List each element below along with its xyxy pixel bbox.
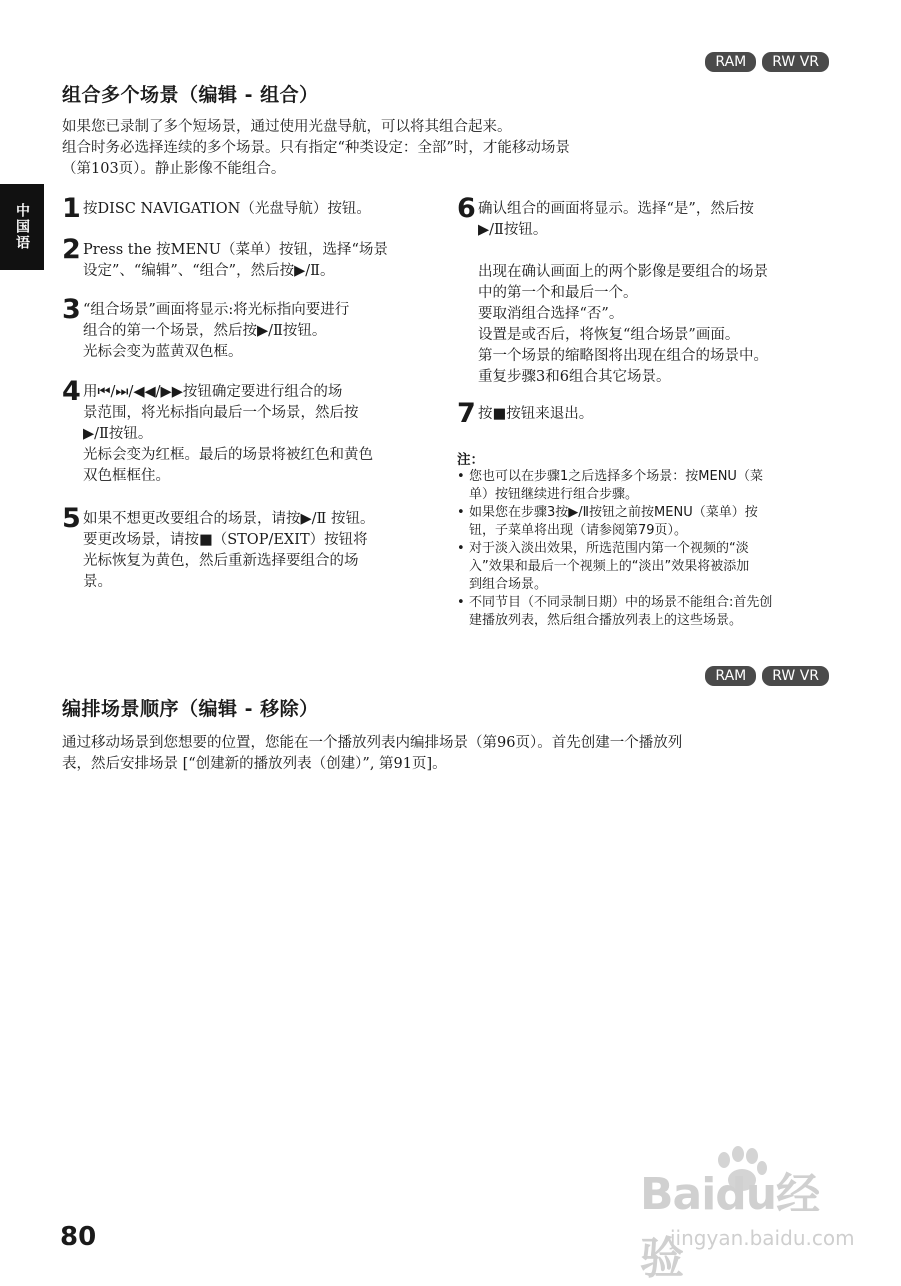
step-line: 重复步骤3和6组合其它场景。 [478,369,671,385]
intro-line: 表，然后安排场景 [“创建新的播放列表（创建）”, 第91页]。 [62,756,447,772]
step-line: 景。 [83,574,112,590]
note-line: • 您也可以在步骤1之后选择多个场景：按MENU（菜 [469,469,763,484]
step-line: ▶/Ⅱ按钮。 [478,222,548,238]
section2-intro [62,733,822,775]
note-title: 注： [457,452,484,468]
step-4 [62,376,442,487]
step-line: 设置是或否后，将恢复“组合场景”画面。 [478,327,740,343]
step-line: 光标会变为蓝黄双色框。 [83,344,243,360]
note-line: 单）按钮继续进行组合步骤。 [469,487,639,502]
step-number: 7 [457,398,476,429]
baidu-watermark [640,1148,860,1284]
step-line: 第一个场景的缩略图将出现在组合的场景中。 [478,348,768,364]
intro-line: 通过移动场景到您想要的位置，您能在一个播放列表内编排场景（第96页）。首先创建一个播放列 [62,735,683,751]
step-5 [62,503,442,593]
note-item [457,468,827,504]
intro-line: 如果您已录制了多个短场景，通过使用光盘导航，可以将其组合起来。 [62,119,512,135]
step-line: 景范围，将光标指向最后一个场景，然后按 [83,405,359,421]
ram-badge: RAM [705,52,756,72]
step-line: 要更改场景，请按■（STOP/EXIT）按钮将 [83,532,368,548]
intro-line: 组合时务必选择连续的多个场景。只有指定“种类设定：全部”时，才能移动场景 [62,140,570,156]
step-line: 光标会变为红框。最后的场景将被红色和黄色 [83,447,373,463]
step-line: 按DISC NAVIGATION（光盘导航）按钮。 [83,201,371,217]
step-line: 按■按钮来退出。 [478,406,594,422]
step-spacer [478,241,837,262]
step-number: 6 [457,193,476,224]
step-line: Press the 按MENU（菜单）按钮，选择“场景 [83,242,388,258]
rw-vr-badge: RW VR [762,666,829,686]
section-title-arrange: 编排场景顺序（编辑 - 移除） [62,698,319,720]
step-number: 3 [62,294,81,325]
note-line: 入”效果和最后一个视频上的“淡出”效果将被添加 [469,559,750,574]
note-item [457,540,827,594]
step-line: 确认组合的画面将显示。选择“是”，然后按 [478,201,754,217]
ram-badge: RAM [705,666,756,686]
step-number: 4 [62,376,81,407]
step-7 [457,398,837,429]
note-line: 到组合场景。 [469,577,548,592]
language-tab [0,184,44,270]
step-line: 设定”、“编辑”、“组合”，然后按▶/Ⅱ。 [83,263,335,279]
note-line: 钮，子菜单将出现（请参阅第79页）。 [469,523,688,538]
intro-line: （第103页）。静止影像不能组合。 [62,161,286,177]
note-line: 建播放列表，然后组合播放列表上的这些场景。 [469,613,743,628]
note-line: • 不同节目（不同录制日期）中的场景不能组合:首先创 [469,595,773,610]
step-6 [457,193,837,388]
step-line: 光标恢复为黄色，然后重新选择要组合的场 [83,553,359,569]
format-badges-bottom [705,666,829,686]
note-line: • 如果您在步骤3按▶/Ⅱ按钮之前按MENU（菜单）按 [469,505,758,520]
step-number: 2 [62,234,81,265]
rw-vr-badge: RW VR [762,52,829,72]
note-item [457,504,827,540]
step-line: “组合场景”画面将显示:将光标指向要进行 [83,302,350,318]
step-line: 用⏮/⏭/◀◀/▶▶按钮确定要进行组合的场 [83,384,343,400]
format-badges-top [705,52,829,72]
section1-intro [62,117,822,180]
step-line: 中的第一个和最后一个。 [478,285,638,301]
page-number: 80 [60,1222,97,1252]
watermark-logo: Baidu经验 [640,1169,820,1284]
note-line: • 对于淡入淡出效果，所选范围内第一个视频的“淡 [469,541,749,556]
step-line: 双色框框住。 [83,468,170,484]
notes-list [457,468,827,630]
step-line: 组合的第一个场景，然后按▶/Ⅱ按钮。 [83,323,327,339]
step-3 [62,294,442,363]
step-2 [62,234,442,282]
section-title-combine: 组合多个场景（编辑 - 组合） [62,84,319,106]
note-item [457,594,827,630]
step-1 [62,193,442,224]
step-line: ▶/Ⅱ按钮。 [83,426,153,442]
watermark-url: jingyan.baidu.com [670,1226,855,1250]
step-line: 要取消组合选择“否”。 [478,306,624,322]
step-line: 如果不想更改要组合的场景，请按▶/Ⅱ 按钮。 [83,511,375,527]
step-number: 1 [62,193,81,224]
step-number: 5 [62,503,81,534]
language-tab-label: 中国语 [14,203,30,251]
step-line: 出现在确认画面上的两个影像是要组合的场景 [478,264,768,280]
